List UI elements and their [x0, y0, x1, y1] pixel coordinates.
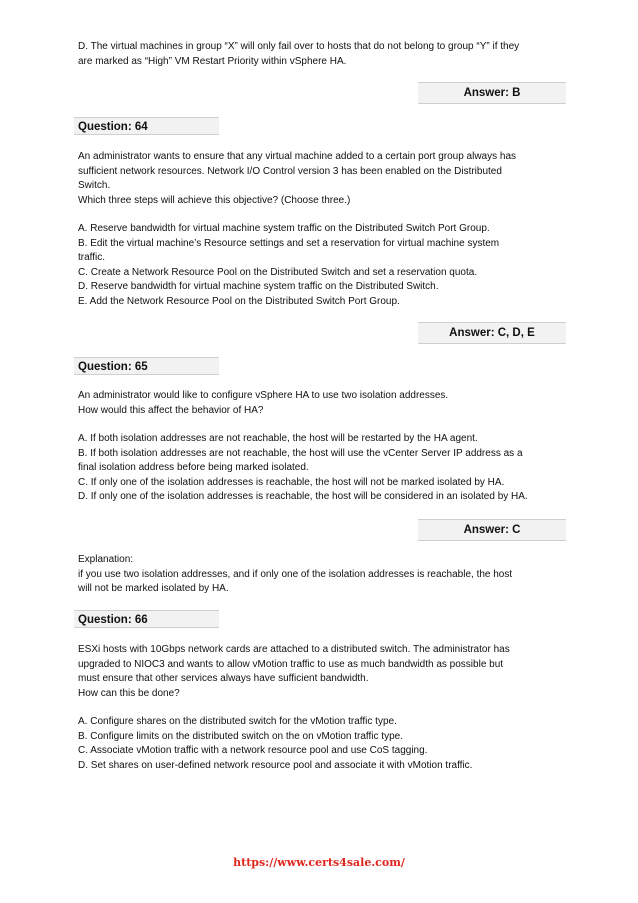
option-c: C. Associate vMotion traffic with a network resource pool and use CoS tagging.	[78, 745, 428, 757]
question-stem-65	[78, 389, 560, 418]
text-line: D. The virtual machines in group “X” will only fail over to hosts that do not belong to group “Y” if they	[78, 41, 520, 52]
option-a: A. If both isolation addresses are not reachable, the host will be restarted by the HA agent.	[78, 433, 478, 444]
option-b: B. Edit the virtual machine’s Resource settings and set a reservation for virtual machine system	[78, 237, 500, 249]
answer-box-64: Answer: C, D, E	[418, 322, 566, 344]
option-b-cont: final isolation address before being marked isolated.	[78, 462, 309, 474]
prev-question-option-d	[78, 40, 560, 69]
text-line: An administrator would like to configure vSphere HA to use two isolation addresses.	[78, 390, 449, 401]
option-d: D. Set shares on user-defined network resource pool and associate it with vMotion traffic.	[78, 759, 473, 771]
question-stem-64	[78, 150, 560, 208]
text-line: upgraded to NIOC3 and wants to allow vMotion traffic to use as much bandwidth as possible but	[78, 658, 504, 670]
text-line: sufficient network resources. Network I/O Control version 3 has been enabled on the Distributed	[78, 165, 502, 177]
question-options-66	[78, 715, 560, 773]
option-d: D. Reserve bandwidth for virtual machine system traffic on the Distributed Switch.	[78, 281, 439, 293]
text-line: An administrator wants to ensure that any virtual machine added to a certain port group always has	[78, 151, 517, 162]
text-line: How would this affect the behavior of HA?	[78, 404, 264, 416]
explanation-65	[78, 553, 560, 597]
text-line: Which three steps will achieve this objective? (Choose three.)	[78, 194, 351, 206]
text-line: Explanation:	[78, 554, 134, 565]
answer-box-65: Answer: C	[418, 519, 566, 541]
option-b: B. If both isolation addresses are not reachable, the host will use the vCenter Server IP address as a	[78, 447, 523, 459]
question-title-64: Question: 64	[74, 117, 219, 135]
answer-box-63: Answer: B	[418, 82, 566, 104]
option-c: C. Create a Network Resource Pool on the Distributed Switch and set a reservation quota.	[78, 266, 478, 278]
text-line: Switch.	[78, 180, 111, 192]
option-c: C. If only one of the isolation addresses is reachable, the host will not be marked isolated by HA.	[78, 476, 505, 488]
text-line: How can this be done?	[78, 687, 180, 699]
text-line: if you use two isolation addresses, and if only one of the isolation addresses is reachable, the host	[78, 568, 513, 580]
question-stem-66	[78, 643, 560, 701]
option-e: E. Add the Network Resource Pool on the Distributed Switch Port Group.	[78, 295, 400, 307]
text-line: will not be marked isolated by HA.	[78, 583, 229, 595]
question-title-66: Question: 66	[74, 610, 219, 628]
option-a: A. Reserve bandwidth for virtual machine system traffic on the Distributed Switch Port Group.	[78, 223, 490, 234]
question-options-65	[78, 432, 560, 505]
text-line: must ensure that other services always have sufficient bandwidth.	[78, 673, 369, 685]
option-d: D. If only one of the isolation addresses is reachable, the host will be considered in an isolated by HA.	[78, 491, 528, 503]
question-title-65: Question: 65	[74, 357, 219, 375]
option-b: B. Configure limits on the distributed switch on the on vMotion traffic type.	[78, 730, 403, 742]
option-b-cont: traffic.	[78, 252, 106, 264]
text-line: ESXi hosts with 10Gbps network cards are attached to a distributed switch. The administrator has	[78, 644, 510, 655]
footer-url-link[interactable]: https://www.certs4sale.com/	[233, 856, 405, 869]
question-options-64	[78, 222, 560, 310]
option-a: A. Configure shares on the distributed switch for the vMotion traffic type.	[78, 716, 397, 727]
text-line: are marked as “High” VM Restart Priority within vSphere HA.	[78, 55, 347, 67]
